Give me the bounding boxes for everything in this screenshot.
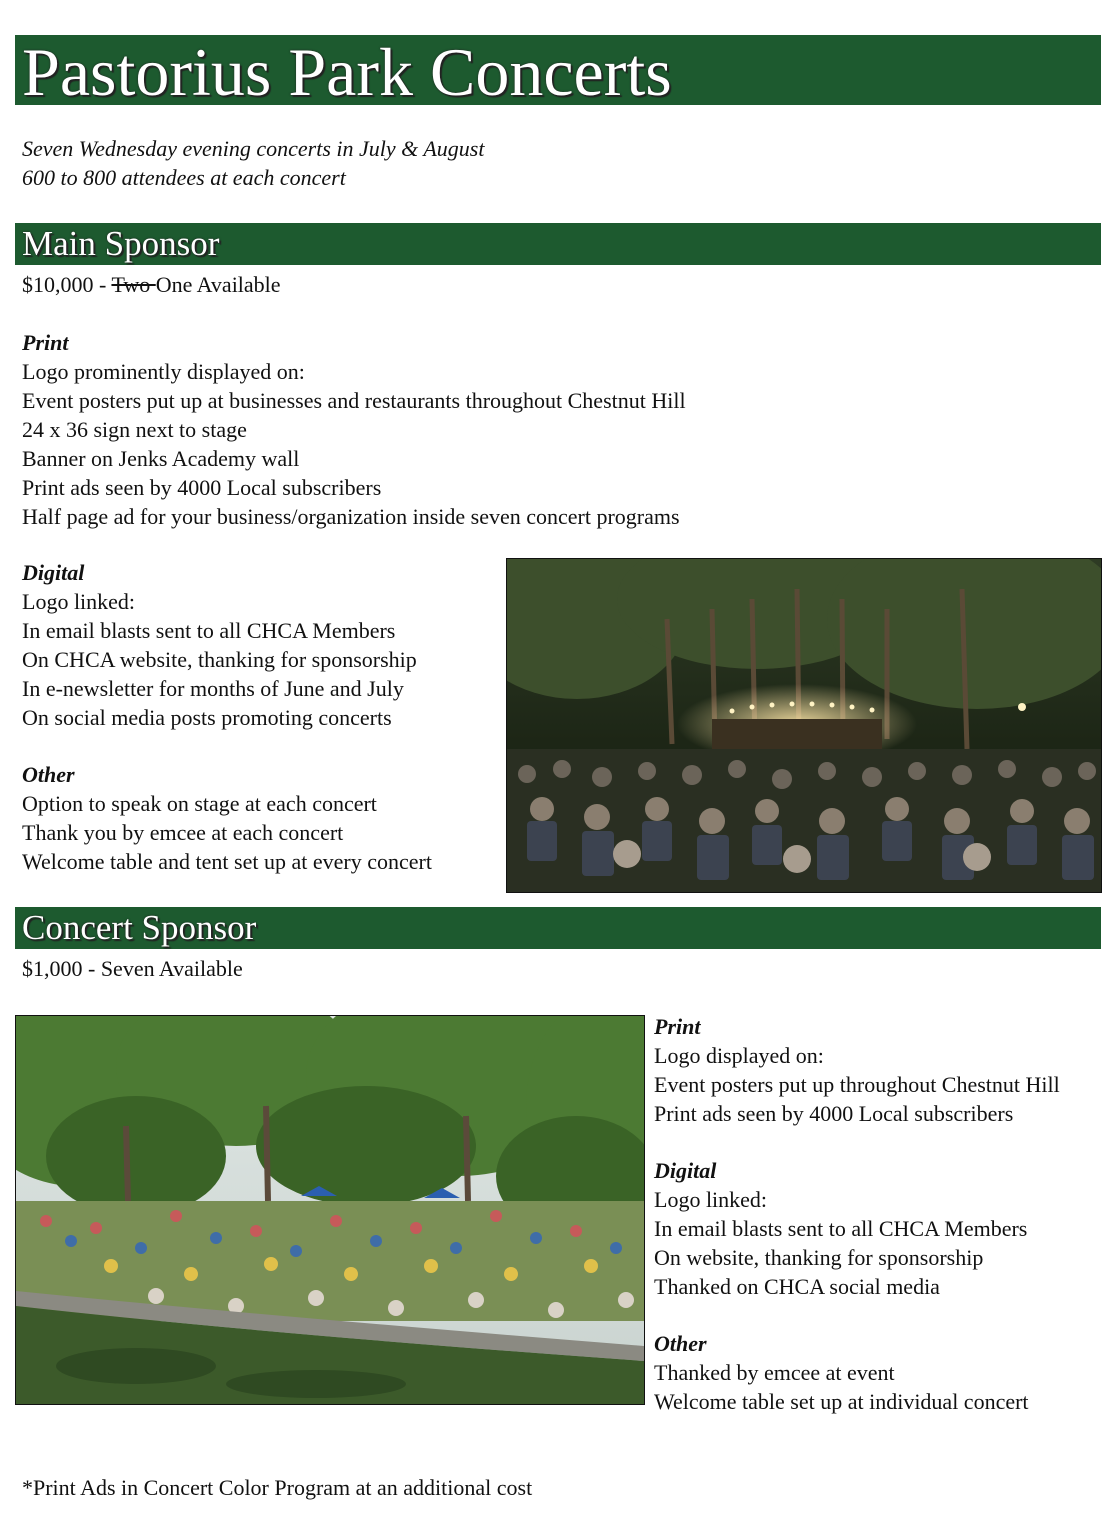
intro (22, 134, 484, 192)
evening-concert-photo (506, 558, 1102, 893)
main-digital-heading: Digital (22, 560, 85, 585)
concert-other-section (654, 1329, 1029, 1416)
list-item: Event posters put up at businesses and restaurants throughout Chestnut Hill (22, 388, 686, 413)
main-other-heading: Other (22, 762, 75, 787)
list-item: Thanked by emcee at event (654, 1360, 895, 1385)
concert-print-heading: Print (654, 1014, 701, 1039)
list-item: Option to speak on stage at each concert (22, 791, 377, 816)
main-digital-section (22, 558, 417, 732)
main-other-section (22, 760, 432, 876)
list-item: In email blasts sent to all CHCA Members (654, 1216, 1028, 1241)
list-item: On website, thanking for sponsorship (654, 1245, 984, 1270)
concert-sponsor-price: $1,000 - Seven Available (22, 956, 243, 981)
list-item: Logo linked: (22, 589, 136, 614)
list-item: Logo displayed on: (654, 1043, 824, 1068)
concert-digital-section (654, 1156, 1027, 1301)
price-struck: Two (111, 272, 156, 297)
intro-line: 600 to 800 attendees at each concert (22, 165, 346, 190)
price-prefix: $10,000 - (22, 272, 112, 297)
daytime-concert-photo (15, 1015, 645, 1405)
footnote: *Print Ads in Concert Color Program at an additional cost (22, 1475, 533, 1500)
list-item: Print ads seen by 4000 Local subscribers (654, 1101, 1014, 1126)
list-item: In e-newsletter for months of June and July (22, 676, 404, 701)
price-suffix: One Available (155, 272, 281, 297)
list-item: Event posters put up throughout Chestnut Hill (654, 1072, 1060, 1097)
list-item: In email blasts sent to all CHCA Members (22, 618, 396, 643)
concert-sponsor-heading: Concert Sponsor (15, 907, 1101, 949)
main-print-section (22, 328, 686, 531)
list-item: Thank you by emcee at each concert (22, 820, 344, 845)
list-item: Print ads seen by 4000 Local subscribers (22, 475, 382, 500)
list-item: Welcome table set up at individual concert (654, 1389, 1029, 1414)
list-item: On CHCA website, thanking for sponsorship (22, 647, 417, 672)
concert-print-section (654, 1012, 1060, 1128)
concert-digital-heading: Digital (654, 1158, 717, 1183)
list-item: Welcome table and tent set up at every concert (22, 849, 432, 874)
list-item: Logo linked: (654, 1187, 768, 1212)
list-item: Half page ad for your business/organization inside seven concert programs (22, 504, 680, 529)
main-sponsor-heading: Main Sponsor (15, 223, 1101, 265)
page-title: Pastorius Park Concerts (15, 35, 1101, 105)
list-item: On social media posts promoting concerts (22, 705, 392, 730)
list-item: 24 x 36 sign next to stage (22, 417, 247, 442)
main-sponsor-price (22, 270, 281, 299)
concert-other-heading: Other (654, 1331, 707, 1356)
main-print-heading: Print (22, 330, 69, 355)
list-item: Thanked on CHCA social media (654, 1274, 940, 1299)
list-item: Banner on Jenks Academy wall (22, 446, 300, 471)
list-item: Logo prominently displayed on: (22, 359, 305, 384)
intro-line: Seven Wednesday evening concerts in July & August (22, 136, 485, 161)
